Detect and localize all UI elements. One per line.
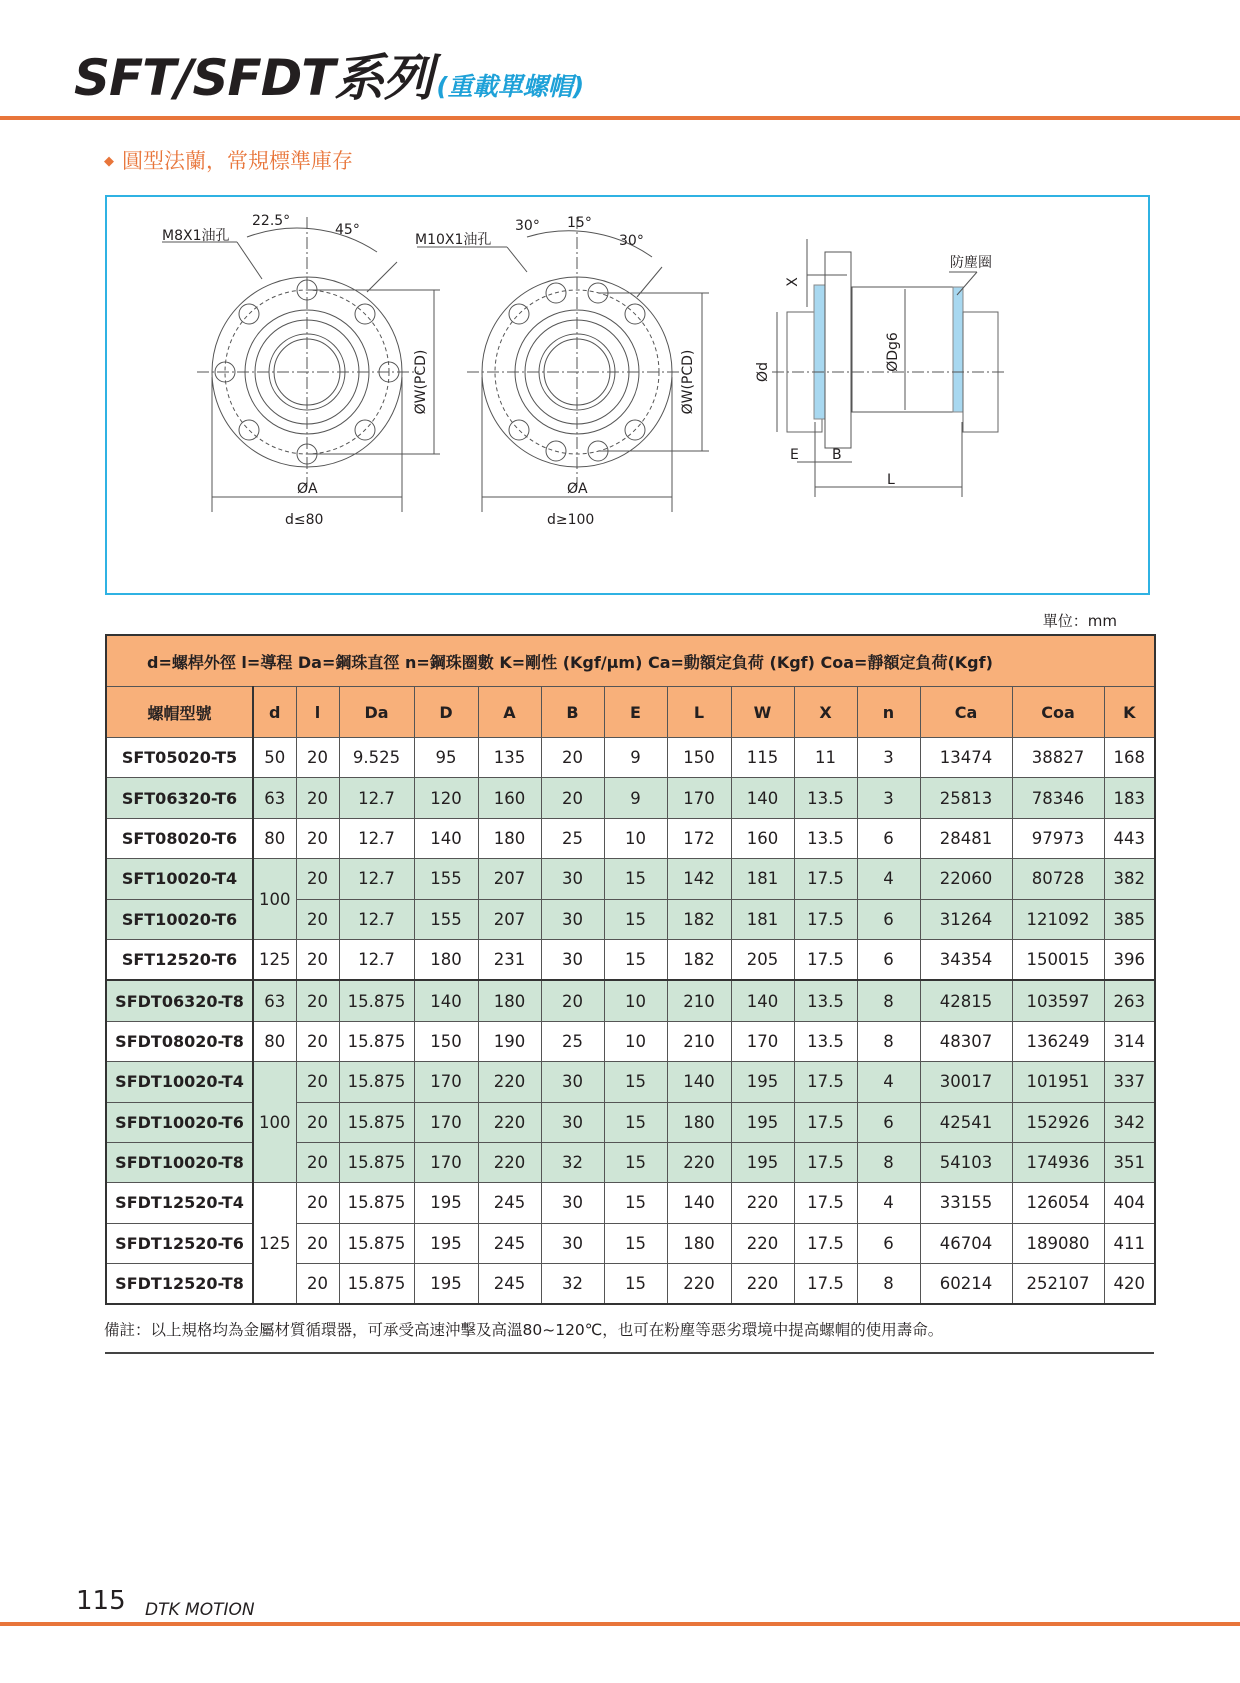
cell-n: 6 [857,1223,920,1263]
cell-l: 140 [667,1183,731,1223]
spec-table [105,634,1156,1305]
condition-label: d≤80 [285,512,324,528]
model-cell: SFDT08020-T8 [106,1021,253,1061]
cell-d: 125 [253,1183,296,1305]
cell-coa: 121092 [1012,899,1104,939]
drawing-svg [107,197,1152,597]
cell-k: 337 [1104,1062,1155,1102]
cell-x: 17.5 [794,1264,857,1305]
cell-l: 170 [667,778,731,818]
model-cell: SFT08020-T6 [106,818,253,858]
cell-x: 17.5 [794,859,857,899]
table-row [106,859,1155,899]
cell-x: 17.5 [794,1062,857,1102]
cell-l: 20 [296,778,339,818]
cell-l: 172 [667,818,731,858]
model-cell: SFT10020-T4 [106,859,253,899]
cell-b: 25 [541,1021,604,1061]
page-title [74,48,584,117]
cell-e: 15 [604,1142,667,1182]
cell-ca: 28481 [920,818,1012,858]
cell-l: 142 [667,859,731,899]
footer-divider [0,1622,1240,1626]
seal-label: 防塵圈 [950,255,992,271]
cell-da: 9.525 [339,738,414,778]
title-subtitle: (重載單螺帽) [436,72,585,101]
dim-e-label: E [790,447,799,463]
cell-x: 11 [794,738,857,778]
cell-coa: 78346 [1012,778,1104,818]
cell-ca: 33155 [920,1183,1012,1223]
cell-da: 12.7 [339,939,414,980]
col-header-e: E [604,687,667,738]
col-header-x: X [794,687,857,738]
flange-view-d100 [417,217,709,512]
cell-b: 20 [541,778,604,818]
pcd-label: ØW(PCD) [680,349,696,415]
model-cell: SFT06320-T6 [106,778,253,818]
cell-d: 50 [253,738,296,778]
cell-ca: 48307 [920,1021,1012,1061]
cell-k: 314 [1104,1021,1155,1061]
cell-da: 15.875 [339,1021,414,1061]
cell-a: 160 [478,778,541,818]
footnote: 備註：以上規格均為金屬材質循環器，可承受高速沖擊及高溫80~120℃，也可在粉塵等惡劣環境中提高螺帽的使用壽命。 [104,1321,944,1339]
pcd-label: ØW(PCD) [413,349,429,415]
section-heading [104,145,353,175]
cell-l: 20 [296,859,339,899]
col-header-a: A [478,687,541,738]
cell-d: 100 [253,1062,296,1183]
cell-l: 182 [667,899,731,939]
cell-d: 120 [414,778,478,818]
cell-w: 160 [731,818,794,858]
cell-l: 220 [667,1142,731,1182]
cell-w: 170 [731,1021,794,1061]
model-cell: SFDT06320-T8 [106,980,253,1021]
cell-d: 63 [253,980,296,1021]
table-legend: d=螺桿外徑 l=導程 Da=鋼珠直徑 n=鋼珠圈數 K=剛性 (Kgf/μm) Ca=動額定負荷 (Kgf) Coa=靜額定負荷(Kgf) [106,635,1155,687]
dim-x-label: X [785,277,801,287]
table-row [106,738,1155,778]
cell-k: 351 [1104,1142,1155,1182]
cell-d: 170 [414,1102,478,1142]
cell-l: 150 [667,738,731,778]
cell-coa: 189080 [1012,1223,1104,1263]
cell-n: 4 [857,1062,920,1102]
col-header-d: d [253,687,296,738]
cell-da: 15.875 [339,980,414,1021]
cell-d: 100 [253,859,296,940]
table-row [106,1021,1155,1061]
cell-l: 20 [296,1223,339,1263]
cell-k: 382 [1104,859,1155,899]
cell-d: 150 [414,1021,478,1061]
cell-a: 180 [478,980,541,1021]
cell-ca: 46704 [920,1223,1012,1263]
dim-b-label: B [832,447,842,463]
cell-d: 155 [414,859,478,899]
cell-k: 404 [1104,1183,1155,1223]
cell-n: 8 [857,1021,920,1061]
cell-d: 80 [253,1021,296,1061]
cell-d: 80 [253,818,296,858]
cell-k: 411 [1104,1223,1155,1263]
cell-l: 210 [667,980,731,1021]
cell-l: 20 [296,1142,339,1182]
model-cell: SFDT12520-T4 [106,1183,253,1223]
cell-e: 15 [604,1223,667,1263]
cell-l: 20 [296,738,339,778]
cell-n: 4 [857,1183,920,1223]
cell-n: 8 [857,980,920,1021]
cell-a: 135 [478,738,541,778]
cell-ca: 31264 [920,899,1012,939]
col-header-w: W [731,687,794,738]
cell-ca: 42541 [920,1102,1012,1142]
cell-l: 20 [296,818,339,858]
cell-l: 20 [296,1062,339,1102]
cell-da: 12.7 [339,818,414,858]
cell-coa: 97973 [1012,818,1104,858]
cell-k: 263 [1104,980,1155,1021]
model-cell: SFDT10020-T6 [106,1102,253,1142]
flange-view-d80 [162,217,440,512]
cell-w: 195 [731,1062,794,1102]
cell-k: 420 [1104,1264,1155,1305]
cell-e: 15 [604,859,667,899]
cell-d: 180 [414,939,478,980]
cell-b: 30 [541,939,604,980]
cell-b: 30 [541,1062,604,1102]
model-cell: SFDT12520-T8 [106,1264,253,1305]
cell-w: 220 [731,1223,794,1263]
cell-a: 207 [478,859,541,899]
cell-k: 183 [1104,778,1155,818]
cell-k: 168 [1104,738,1155,778]
cell-da: 15.875 [339,1264,414,1305]
cell-coa: 252107 [1012,1264,1104,1305]
cell-l: 182 [667,939,731,980]
unit-label: 單位：mm [1042,612,1117,630]
col-header-n: n [857,687,920,738]
cell-da: 15.875 [339,1062,414,1102]
cell-n: 4 [857,859,920,899]
cell-e: 10 [604,818,667,858]
cell-a: 231 [478,939,541,980]
cell-a: 220 [478,1102,541,1142]
cell-d: 170 [414,1062,478,1102]
cell-coa: 103597 [1012,980,1104,1021]
cell-d: 140 [414,818,478,858]
cell-d: 140 [414,980,478,1021]
cell-da: 12.7 [339,899,414,939]
table-row [106,1062,1155,1102]
cell-e: 15 [604,1183,667,1223]
cell-a: 245 [478,1264,541,1305]
cell-x: 17.5 [794,1223,857,1263]
cell-da: 15.875 [339,1183,414,1223]
cell-x: 13.5 [794,980,857,1021]
cell-n: 6 [857,939,920,980]
model-cell: SFDT12520-T6 [106,1223,253,1263]
diameter-label: ØA [297,481,318,497]
cell-b: 25 [541,818,604,858]
page-number: 115 [76,1586,126,1616]
cell-b: 32 [541,1264,604,1305]
cell-d: 170 [414,1142,478,1182]
cell-a: 180 [478,818,541,858]
cell-e: 15 [604,939,667,980]
cell-coa: 174936 [1012,1142,1104,1182]
cell-da: 15.875 [339,1142,414,1182]
cell-n: 6 [857,818,920,858]
cell-l: 20 [296,1021,339,1061]
cell-n: 3 [857,738,920,778]
table-row [106,1183,1155,1223]
cell-b: 30 [541,899,604,939]
cell-d: 63 [253,778,296,818]
col-header-coa: Coa [1012,687,1104,738]
cell-n: 3 [857,778,920,818]
cell-x: 17.5 [794,1183,857,1223]
cell-d: 195 [414,1183,478,1223]
model-cell: SFT12520-T6 [106,939,253,980]
cell-d: 195 [414,1264,478,1305]
cell-e: 15 [604,1264,667,1305]
cell-a: 220 [478,1062,541,1102]
oil-hole-label-m10: M10X1油孔 [415,232,492,248]
cell-w: 140 [731,980,794,1021]
col-header-model: 螺帽型號 [106,687,253,738]
cell-ca: 13474 [920,738,1012,778]
cell-x: 17.5 [794,939,857,980]
cell-w: 181 [731,859,794,899]
model-cell: SFDT10020-T8 [106,1142,253,1182]
col-header-L: L [667,687,731,738]
header-divider [0,116,1240,120]
cell-b: 32 [541,1142,604,1182]
col-header-ca: Ca [920,687,1012,738]
technical-drawing [105,195,1150,595]
dim-l-label: L [887,472,895,488]
cell-da: 15.875 [339,1223,414,1263]
cell-a: 190 [478,1021,541,1061]
cell-w: 220 [731,1264,794,1305]
cell-coa: 126054 [1012,1183,1104,1223]
cell-l: 180 [667,1223,731,1263]
section-heading-text: 圓型法蘭，常規標準庫存 [122,149,353,173]
cell-d: 155 [414,899,478,939]
cell-b: 20 [541,738,604,778]
cell-e: 15 [604,1102,667,1142]
cell-d: 125 [253,939,296,980]
cell-k: 385 [1104,899,1155,939]
condition-label: d≥100 [547,512,595,528]
cell-a: 245 [478,1183,541,1223]
cell-ca: 30017 [920,1062,1012,1102]
cell-e: 10 [604,1021,667,1061]
diameter-label: ØA [567,481,588,497]
angle-label: 15° [567,215,592,231]
cell-ca: 54103 [920,1142,1012,1182]
cell-l: 180 [667,1102,731,1142]
cell-w: 195 [731,1102,794,1142]
col-header-D: D [414,687,478,738]
cell-x: 17.5 [794,1102,857,1142]
cell-coa: 101951 [1012,1062,1104,1102]
cell-coa: 152926 [1012,1102,1104,1142]
cell-x: 13.5 [794,1021,857,1061]
table-row [106,818,1155,858]
model-cell: SFT05020-T5 [106,738,253,778]
cell-n: 6 [857,1102,920,1142]
cell-l: 140 [667,1062,731,1102]
cell-ca: 22060 [920,859,1012,899]
cell-n: 6 [857,899,920,939]
cell-x: 17.5 [794,899,857,939]
table-row [106,980,1155,1021]
title-main: SFT/SFDT系列 [74,49,433,107]
cell-l: 220 [667,1264,731,1305]
angle-label: 30° [515,218,540,234]
cell-b: 30 [541,859,604,899]
cell-ca: 25813 [920,778,1012,818]
cell-b: 30 [541,1223,604,1263]
cell-d: 95 [414,738,478,778]
cell-l: 20 [296,1102,339,1142]
brand-name: DTK MOTION [145,1600,255,1620]
cell-w: 115 [731,738,794,778]
cell-coa: 136249 [1012,1021,1104,1061]
cell-k: 443 [1104,818,1155,858]
cell-k: 342 [1104,1102,1155,1142]
model-cell: SFT10020-T6 [106,899,253,939]
cell-w: 140 [731,778,794,818]
col-header-b: B [541,687,604,738]
angle-label: 30° [619,233,644,249]
table-row [106,778,1155,818]
cell-da: 12.7 [339,859,414,899]
cell-coa: 150015 [1012,939,1104,980]
diamond-bullet-icon: ◆ [104,154,114,169]
cell-e: 9 [604,778,667,818]
cell-w: 181 [731,899,794,939]
cell-l: 20 [296,899,339,939]
cell-b: 30 [541,1102,604,1142]
cell-l: 210 [667,1021,731,1061]
cell-e: 15 [604,899,667,939]
cell-l: 20 [296,1264,339,1305]
cell-b: 20 [541,980,604,1021]
cell-ca: 60214 [920,1264,1012,1305]
dim-d-label: Ød [755,362,771,382]
cell-x: 13.5 [794,818,857,858]
cell-l: 20 [296,980,339,1021]
cell-d: 195 [414,1223,478,1263]
cell-n: 8 [857,1264,920,1305]
cell-b: 30 [541,1183,604,1223]
cell-e: 10 [604,980,667,1021]
cell-da: 15.875 [339,1102,414,1142]
cell-l: 20 [296,1183,339,1223]
cell-w: 195 [731,1142,794,1182]
cell-n: 8 [857,1142,920,1182]
cell-e: 9 [604,738,667,778]
cell-l: 20 [296,939,339,980]
cell-w: 205 [731,939,794,980]
table-header-row [106,687,1155,738]
cell-coa: 80728 [1012,859,1104,899]
col-header-k: K [1104,687,1155,738]
cell-ca: 34354 [920,939,1012,980]
dim-D-label: ØDg6 [885,332,901,372]
cell-x: 13.5 [794,778,857,818]
model-cell: SFDT10020-T4 [106,1062,253,1102]
cell-k: 396 [1104,939,1155,980]
table-row [106,939,1155,980]
oil-hole-label-m8: M8X1油孔 [162,228,230,244]
cell-coa: 38827 [1012,738,1104,778]
cell-a: 207 [478,899,541,939]
cell-w: 220 [731,1183,794,1223]
footnote-divider [105,1352,1154,1354]
cell-a: 220 [478,1142,541,1182]
col-header-l: l [296,687,339,738]
col-header-da: Da [339,687,414,738]
cell-a: 245 [478,1223,541,1263]
angle-label: 22.5° [252,213,291,229]
cell-da: 12.7 [339,778,414,818]
cell-ca: 42815 [920,980,1012,1021]
cell-x: 17.5 [794,1142,857,1182]
cell-e: 15 [604,1062,667,1102]
angle-label: 45° [335,222,360,238]
